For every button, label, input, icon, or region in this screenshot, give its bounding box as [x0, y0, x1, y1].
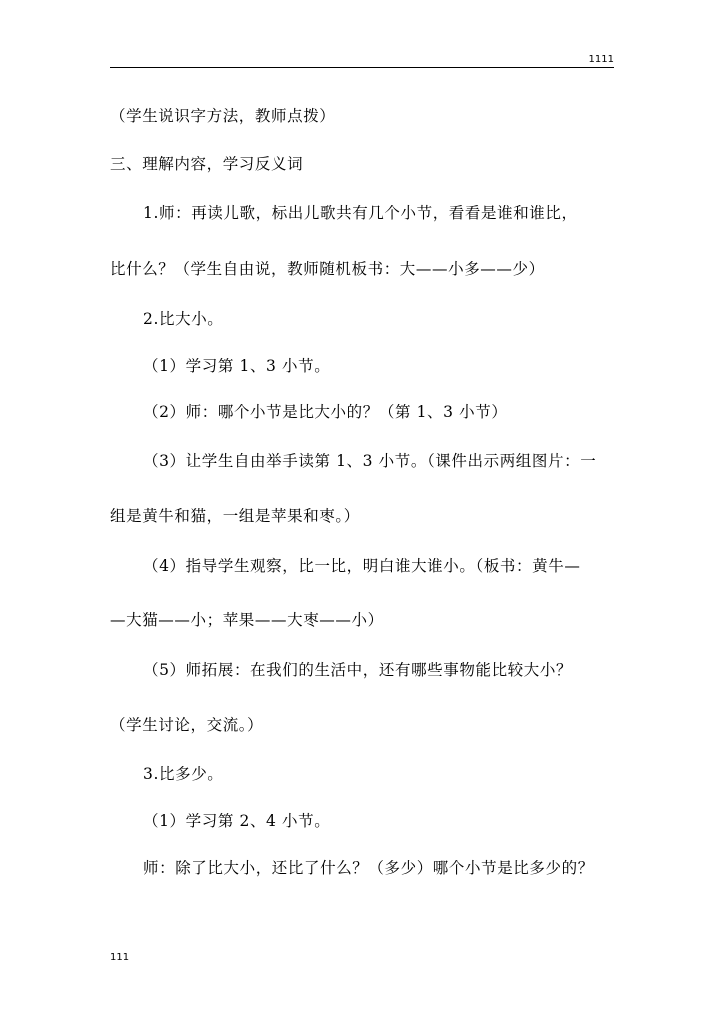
header-page-number: 1111 [588, 54, 614, 65]
body-line: 1.师：再读儿歌，标出儿歌共有几个小节，看看是谁和谁比， [143, 204, 578, 222]
body-line: （学生讨论，交流。） [110, 716, 264, 734]
body-line: （3）让学生自由举手读第 1、3 小节。（课件出示两组图片：一 [143, 452, 597, 470]
body-line: 比什么？（学生自由说，教师随机板书：大——小多——少） [110, 260, 545, 278]
body-line: （学生说识字方法，教师点拨） [110, 107, 336, 125]
header-rule [110, 67, 614, 68]
body-line: （2）师：哪个小节是比大小的？（第 1、3 小节） [143, 403, 508, 421]
body-line: （4）指导学生观察，比一比，明白谁大谁小。（板书：黄牛— [143, 557, 581, 575]
body-line: （1）学习第 1、3 小节。 [143, 357, 331, 375]
body-line: 2.比大小。 [143, 310, 224, 328]
body-line: 师：除了比大小，还比了什么？（多少）哪个小节是比多少的？ [143, 859, 594, 877]
body-line: （1）学习第 2、4 小节。 [143, 812, 331, 830]
body-line: 组是黄牛和猫，一组是苹果和枣。） [110, 507, 360, 525]
body-line: （5）师拓展：在我们的生活中，还有哪些事物能比较大小？ [143, 661, 573, 679]
body-line: 3.比多少。 [143, 765, 224, 783]
section-heading: 三、理解内容，学习反义词 [110, 155, 304, 173]
footer-page-number: 111 [110, 952, 130, 963]
body-line: —大猫——小；苹果——大枣——小） [110, 611, 384, 629]
